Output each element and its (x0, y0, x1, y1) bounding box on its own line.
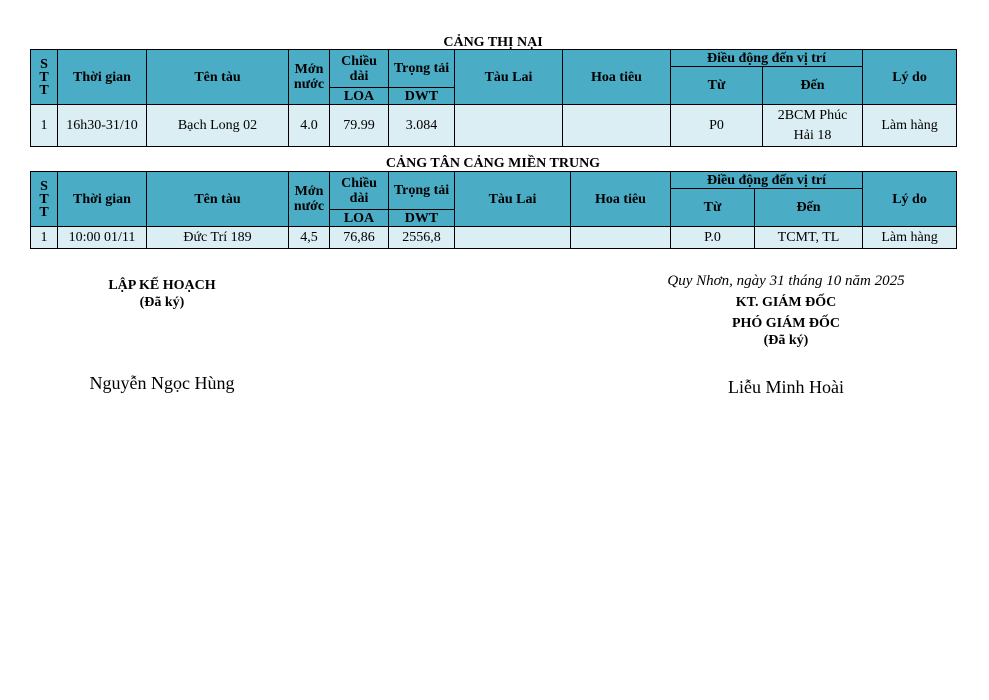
header-stt: S T T (31, 50, 58, 105)
section-title-thi-nai: CẢNG THỊ NẠI (443, 35, 543, 50)
header-length: Chiều dài (330, 50, 389, 88)
header-tonnage: Trọng tải (389, 172, 455, 210)
cell-from: P0 (671, 105, 763, 147)
signature-block-director (636, 272, 936, 398)
cell-draft: 4,5 (289, 227, 330, 249)
cell-stt: 1 (31, 227, 58, 249)
cell-ship-name: Bạch Long 02 (147, 105, 289, 147)
cell-time: 10:00 01/11 (58, 227, 147, 249)
cell-tug (455, 105, 563, 147)
cell-tonnage: 3.084 (389, 105, 455, 147)
table-row (31, 105, 957, 147)
header-pilot: Hoa tiêu (563, 50, 671, 105)
director-signed: (Đã ký) (763, 333, 809, 348)
header-time: Thời gian (58, 50, 147, 105)
schedule-table-tan-cang-mien-trung (30, 171, 957, 249)
header-reason: Lý do (863, 50, 957, 105)
table-row (31, 227, 957, 249)
header-reason: Lý do (863, 172, 957, 227)
header-stt: S T T (31, 172, 58, 227)
signature-block-planner (62, 276, 262, 394)
cell-stt: 1 (31, 105, 58, 147)
cell-to: TCMT, TL (755, 227, 863, 249)
header-tug: Tàu Lai (455, 172, 571, 227)
section-title-tan-cang-mien-trung: CẢNG TÂN CẢNG MIỀN TRUNG (385, 156, 601, 171)
cell-tonnage: 2556,8 (389, 227, 455, 249)
header-move: Điều động đến vị trí (671, 50, 863, 67)
director-name: Liễu Minh Hoài (728, 377, 844, 397)
cell-draft: 4.0 (289, 105, 330, 147)
planner-signed: (Đã ký) (139, 295, 185, 310)
cell-pilot (563, 105, 671, 147)
header-tonnage-unit: DWT (389, 88, 455, 105)
header-length: Chiều dài (330, 172, 389, 210)
header-draft: Mớn nước (289, 50, 330, 105)
header-draft: Mớn nước (289, 172, 330, 227)
header-length-unit: LOA (330, 210, 389, 227)
planner-name: Nguyễn Ngọc Hùng (89, 373, 235, 393)
header-ship-name: Tên tàu (147, 50, 289, 105)
place-date: Quy Nhơn, ngày 31 tháng 10 năm 2025 (667, 273, 905, 289)
cell-tug (455, 227, 571, 249)
cell-from: P.0 (671, 227, 755, 249)
cell-to: 2BCM Phúc Hải 18 (763, 105, 863, 147)
header-tug: Tàu Lai (455, 50, 563, 105)
header-from: Từ (671, 189, 755, 227)
header-tonnage-unit: DWT (389, 210, 455, 227)
header-ship-name: Tên tàu (147, 172, 289, 227)
cell-reason: Làm hàng (863, 105, 957, 147)
director-title-1: KT. GIÁM ĐỐC (735, 295, 837, 310)
cell-length: 76,86 (330, 227, 389, 249)
header-to: Đến (755, 189, 863, 227)
header-move: Điều động đến vị trí (671, 172, 863, 189)
header-length-unit: LOA (330, 88, 389, 105)
cell-reason: Làm hàng (863, 227, 957, 249)
director-title-2: PHÓ GIÁM ĐỐC (731, 316, 841, 331)
header-pilot: Hoa tiêu (571, 172, 671, 227)
cell-length: 79.99 (330, 105, 389, 147)
cell-time: 16h30-31/10 (58, 105, 147, 147)
cell-ship-name: Đức Trí 189 (147, 227, 289, 249)
header-tonnage: Trọng tải (389, 50, 455, 88)
planner-title: LẬP KẾ HOẠCH (108, 278, 216, 293)
header-to: Đến (763, 67, 863, 105)
schedule-table-thi-nai (30, 49, 957, 147)
header-time: Thời gian (58, 172, 147, 227)
header-from: Từ (671, 67, 763, 105)
cell-pilot (571, 227, 671, 249)
